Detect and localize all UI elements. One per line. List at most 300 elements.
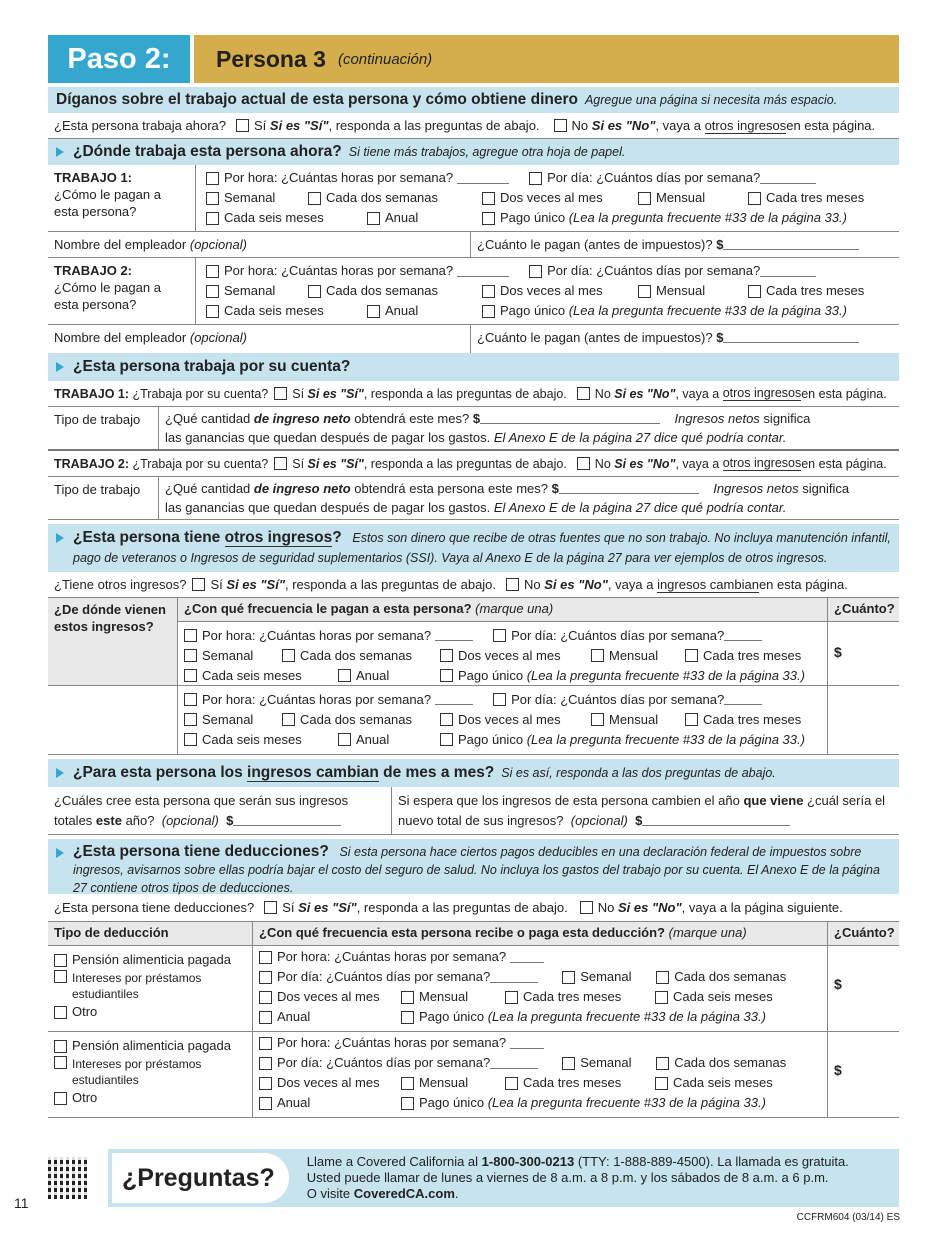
- change-note: Si es así, responda a las dos preguntas de abajo.: [501, 766, 776, 780]
- hourly-label: Por hora: ¿Cuántas horas por semana?: [202, 691, 432, 707]
- net-q-c: obtendrá esta persona este mes?: [350, 481, 548, 496]
- once-label: Pago único: [458, 667, 524, 683]
- other-yes-checkbox[interactable]: [192, 578, 205, 591]
- annual-checkbox[interactable]: [259, 1097, 272, 1110]
- job-2-pay-field[interactable]: [723, 332, 859, 343]
- job-2-row: [48, 258, 899, 325]
- semiannual-checkbox[interactable]: [184, 733, 197, 746]
- other-title-a: ¿Esta persona tiene: [73, 529, 225, 546]
- monthly-label: Mensual: [419, 1075, 469, 1090]
- weekly-checkbox[interactable]: [562, 1057, 575, 1070]
- other-deduction-checkbox[interactable]: [54, 1092, 67, 1105]
- contact-hours: Usted puede llamar de lunes a viernes de 8 a.m. a 8 p.m. y los sábados de 8 a.m. a 6 p.m.: [306, 1170, 829, 1185]
- yes-note: Si es "Sí": [307, 386, 364, 401]
- one-time-checkbox[interactable]: [401, 1011, 414, 1024]
- change-q2b: que viene: [743, 793, 804, 808]
- change-title-a: ¿Para esta persona los: [73, 764, 248, 781]
- where-note: Si tiene más trabajos, agregue otra hoja de papel.: [348, 145, 626, 159]
- hourly-checkbox[interactable]: [184, 629, 197, 642]
- weekly-label: Semanal: [202, 711, 254, 727]
- deductions-table-header: [48, 922, 899, 946]
- self-job-1-net-field[interactable]: [480, 413, 660, 424]
- twice-label: Dos veces al mes: [277, 989, 380, 1004]
- ded-no-checkbox[interactable]: [580, 901, 593, 914]
- student-loan-label: Intereses por préstamos estudiantiles: [72, 1057, 202, 1087]
- ded-type-col-header: Tipo de deducción: [48, 922, 253, 945]
- job-type-label: Tipo de trabajo: [54, 412, 141, 427]
- income-changes-link[interactable]: ingresos cambian: [657, 576, 759, 592]
- no-label: No: [594, 456, 611, 471]
- other-income-link[interactable]: otros ingresos: [722, 456, 802, 470]
- self-job-1-details: [48, 407, 899, 451]
- six-label: Cada seis meses: [673, 989, 773, 1004]
- hours-field[interactable]: [435, 630, 473, 641]
- quarterly-checkbox[interactable]: [685, 649, 698, 662]
- no-note: Si es "No": [617, 900, 682, 915]
- annual-label: Anual: [356, 667, 390, 683]
- yes-rest: , responda a las preguntas de abajo.: [363, 456, 567, 471]
- other-income-row-2: [48, 686, 899, 755]
- hourly-checkbox[interactable]: [206, 265, 219, 278]
- semiannual-checkbox[interactable]: [206, 305, 219, 318]
- once-note: (Lea la pregunta frecuente #33 de la página 33.): [526, 667, 805, 683]
- change-q1a: ¿Cuáles cree esta persona que serán sus ingresos totales: [54, 793, 349, 828]
- triangle-icon: [56, 362, 64, 372]
- optional-label: (opcional): [570, 813, 628, 828]
- ded-q-label: ¿Esta persona tiene deducciones?: [54, 900, 255, 915]
- once-label: Pago único: [458, 731, 524, 747]
- yes-note: Si es "Sí": [269, 118, 329, 133]
- website-link[interactable]: CoveredCA.com: [353, 1186, 455, 1201]
- other-title-link: otros ingresos: [224, 529, 333, 546]
- twice-monthly-checkbox[interactable]: [482, 285, 495, 298]
- triangle-icon: [56, 768, 64, 778]
- job-1-employer-row: [48, 232, 899, 258]
- annual-label: Anual: [385, 303, 419, 318]
- other-note: Estos son dinero que recibe de otras fuentes que no son trabajo. No incluya manutención infantil, pago de veteranos o Ingresos de seguridad suplementarios (SSI). Vaya al Anexo E de la página 27 para ver ejemplos de otros ingresos.: [73, 531, 891, 565]
- ded-hourly-label: Por hora: ¿Cuántas horas por semana?: [277, 949, 507, 964]
- alimony-checkbox[interactable]: [54, 954, 67, 967]
- yes-label: Sí: [210, 577, 223, 592]
- deductions-header: [48, 839, 899, 894]
- step-label: Paso 2:: [48, 35, 194, 83]
- monthly-checkbox[interactable]: [638, 285, 651, 298]
- contact-l3a: O visite: [306, 1186, 354, 1201]
- twice-monthly-checkbox[interactable]: [259, 991, 272, 1004]
- weekly-checkbox[interactable]: [562, 971, 575, 984]
- self-job-1-label: TRABAJO 1:: [54, 386, 130, 401]
- one-time-checkbox[interactable]: [440, 733, 453, 746]
- annual-checkbox[interactable]: [367, 305, 380, 318]
- quarterly-checkbox[interactable]: [748, 285, 761, 298]
- annual-checkbox[interactable]: [367, 212, 380, 225]
- job-1-label: TRABAJO 1:: [54, 170, 133, 185]
- contact-l3b: .: [454, 1186, 459, 1201]
- biweekly-label: Cada dos semanas: [300, 647, 413, 663]
- yes-rest: , responda a las preguntas de abajo.: [284, 577, 497, 592]
- net-q-a: ¿Qué cantidad: [165, 411, 254, 426]
- quarterly-checkbox[interactable]: [685, 713, 698, 726]
- days-field[interactable]: [490, 972, 538, 983]
- annual-checkbox[interactable]: [338, 669, 351, 682]
- once-note: (Lea la pregunta frecuente #33 de la página 33.): [526, 731, 805, 747]
- has-deductions-question: [48, 894, 899, 922]
- other-no-checkbox[interactable]: [506, 578, 519, 591]
- deduction-2-types: [48, 1032, 253, 1117]
- six-label: Cada seis meses: [202, 667, 302, 683]
- twice-label: Dos veces al mes: [277, 1075, 380, 1090]
- daily-label: Por día: ¿Cuántos días por semana?: [511, 691, 725, 707]
- yes-rest: , responda a las preguntas de abajo.: [328, 118, 540, 133]
- no-note: Si es "No": [614, 456, 676, 471]
- weekly-label: Semanal: [580, 1055, 632, 1070]
- quarterly-checkbox[interactable]: [748, 192, 761, 205]
- no-rest-end: en esta página.: [801, 386, 887, 401]
- income-changes-row: [48, 787, 899, 835]
- biweekly-label: Cada dos semanas: [674, 1055, 787, 1070]
- six-label: Cada seis meses: [673, 1075, 773, 1090]
- job-1-frequency-options: [195, 165, 899, 231]
- no-rest: , vaya a: [655, 118, 701, 133]
- student-loan-checkbox[interactable]: [54, 1056, 67, 1069]
- biweekly-checkbox[interactable]: [282, 649, 295, 662]
- one-time-checkbox[interactable]: [440, 669, 453, 682]
- self-job-2-label: TRABAJO 2:: [54, 456, 130, 471]
- monthly-label: Mensual: [656, 190, 706, 205]
- job-1-pay-field[interactable]: [723, 239, 859, 250]
- questions-title: ¿Preguntas?: [108, 1149, 293, 1207]
- triangle-icon: [56, 147, 64, 157]
- no-rest-end: en esta página.: [758, 577, 848, 592]
- job-2-question: ¿Cómo le pagan a esta persona?: [54, 280, 161, 312]
- self-job-2-yes-checkbox[interactable]: [274, 457, 287, 470]
- self-q-label: ¿Trabaja por su cuenta?: [132, 386, 269, 401]
- ded-freq-col-note: (marque una): [668, 925, 747, 940]
- annual-label: Anual: [277, 1009, 311, 1024]
- self-job-2-details: [48, 477, 899, 520]
- other-income-link[interactable]: otros ingresos: [722, 386, 802, 400]
- quarterly-checkbox[interactable]: [505, 1077, 518, 1090]
- net-note: El Anexo E de la página 27 dice qué podría contar.: [493, 500, 787, 515]
- monthly-label: Mensual: [609, 647, 659, 663]
- biweekly-label: Cada dos semanas: [300, 711, 413, 727]
- six-label: Cada seis meses: [224, 210, 324, 225]
- self-employed-header: [48, 353, 899, 381]
- student-loan-checkbox[interactable]: [54, 970, 67, 983]
- self-job-1-no-checkbox[interactable]: [577, 387, 590, 400]
- twice-label: Dos veces al mes: [458, 711, 561, 727]
- next-year-total-field[interactable]: [642, 815, 790, 826]
- ded-yes-checkbox[interactable]: [264, 901, 277, 914]
- once-label: Pago único: [419, 1095, 485, 1110]
- daily-checkbox[interactable]: [529, 172, 542, 185]
- yes-note: Si es "Sí": [226, 577, 285, 592]
- twice-label: Dos veces al mes: [500, 190, 603, 205]
- change-title-b: de mes a mes?: [378, 764, 495, 781]
- footer: [48, 1148, 899, 1208]
- works-now-no-checkbox[interactable]: [554, 119, 567, 132]
- other-income-header: [48, 524, 899, 572]
- annual-label: Anual: [356, 731, 390, 747]
- other-deduction-label: Otro: [72, 1090, 98, 1105]
- self-job-1-yes-checkbox[interactable]: [274, 387, 287, 400]
- other-q-label: ¿Tiene otros ingresos?: [54, 577, 187, 592]
- semiannual-checkbox[interactable]: [655, 1077, 668, 1090]
- yes-label: Sí: [254, 118, 267, 133]
- self-job-2-question: [48, 451, 899, 477]
- ded-no-rest: , vaya a la página siguiente.: [681, 900, 843, 915]
- semiannual-checkbox[interactable]: [184, 669, 197, 682]
- monthly-checkbox[interactable]: [401, 1077, 414, 1090]
- one-time-checkbox[interactable]: [401, 1097, 414, 1110]
- pay-label: ¿Cuánto le pagan (antes de impuestos)?: [477, 237, 713, 252]
- job-2-frequency-options: [195, 258, 899, 324]
- change-q2a: Si espera que los ingresos de esta persona cambien el año: [398, 793, 744, 808]
- netdef-b: significa: [798, 481, 850, 496]
- three-label: Cada tres meses: [523, 989, 622, 1004]
- hours-field[interactable]: [510, 1038, 544, 1049]
- contact-l1b: (TTY: 1-888-889-4500). La llamada es gratuita.: [574, 1154, 849, 1169]
- biweekly-checkbox[interactable]: [282, 713, 295, 726]
- weekly-checkbox[interactable]: [184, 649, 197, 662]
- yes-label: Sí: [292, 386, 305, 401]
- biweekly-checkbox[interactable]: [308, 285, 321, 298]
- hours-field[interactable]: [457, 173, 509, 184]
- semiannual-checkbox[interactable]: [206, 212, 219, 225]
- triangle-icon: [56, 533, 64, 543]
- phone-number[interactable]: 1-800-300-0213: [481, 1154, 575, 1169]
- net-q-a: ¿Qué cantidad: [165, 481, 254, 496]
- weekly-checkbox[interactable]: [184, 713, 197, 726]
- three-label: Cada tres meses: [703, 647, 802, 663]
- no-note: Si es "No": [614, 386, 676, 401]
- deduction-1-amount[interactable]: $: [834, 976, 842, 992]
- daily-checkbox[interactable]: [529, 265, 542, 278]
- other-income-2-amount[interactable]: [828, 686, 899, 754]
- ded-title: ¿Esta persona tiene deducciones?: [73, 843, 329, 860]
- dollar-sign: $: [716, 330, 724, 345]
- dollar-sign: $: [716, 237, 724, 252]
- questions-box: [108, 1149, 899, 1207]
- hourly-checkbox[interactable]: [259, 951, 272, 964]
- annual-checkbox[interactable]: [338, 733, 351, 746]
- optional-label: (opcional): [189, 237, 247, 252]
- three-label: Cada tres meses: [766, 190, 865, 205]
- daily-checkbox[interactable]: [259, 1057, 272, 1070]
- six-label: Cada seis meses: [202, 731, 302, 747]
- person-name: Persona 3: [216, 45, 326, 72]
- form-code: CCFRM604 (03/14) ES: [796, 1212, 900, 1223]
- daily-label: Por día: ¿Cuántos días por semana?: [511, 627, 725, 643]
- change-title-link: ingresos cambian: [247, 764, 379, 781]
- deduction-2-frequency: [253, 1032, 828, 1117]
- job-1-question: ¿Cómo le pagan a esta persona?: [54, 187, 161, 219]
- this-year-total-field[interactable]: [233, 815, 341, 826]
- job-2-label: TRABAJO 2:: [54, 263, 133, 278]
- self-job-2-no-checkbox[interactable]: [577, 457, 590, 470]
- monthly-label: Mensual: [656, 283, 706, 298]
- deduction-1-types: [48, 946, 253, 1031]
- twice-monthly-checkbox[interactable]: [440, 649, 453, 662]
- employer-label: Nombre del empleador: [54, 330, 187, 345]
- pay-label: ¿Cuánto le pagan (antes de impuestos)?: [477, 330, 713, 345]
- triangle-icon: [56, 848, 64, 858]
- biweekly-checkbox[interactable]: [656, 971, 669, 984]
- no-rest-end: en esta página.: [786, 118, 876, 133]
- net-q-b: de ingreso neto: [253, 411, 351, 426]
- once-note: (Lea la pregunta frecuente #33 de la página 33.): [568, 210, 847, 225]
- monthly-checkbox[interactable]: [591, 713, 604, 726]
- one-time-checkbox[interactable]: [482, 305, 495, 318]
- weekly-label: Semanal: [580, 969, 632, 984]
- no-rest: , vaya a: [675, 386, 720, 401]
- monthly-checkbox[interactable]: [638, 192, 651, 205]
- yes-note: Si es "Sí": [298, 900, 357, 915]
- netdef-b: significa: [759, 411, 811, 426]
- yes-rest: , responda a las preguntas de abajo.: [363, 386, 567, 401]
- daily-label: Por día: ¿Cuántos días por semana?: [547, 263, 761, 278]
- annual-checkbox[interactable]: [259, 1011, 272, 1024]
- once-label: Pago único: [419, 1009, 485, 1024]
- net-q-c: obtendrá este mes?: [350, 411, 470, 426]
- monthly-checkbox[interactable]: [591, 649, 604, 662]
- daily-checkbox[interactable]: [259, 971, 272, 984]
- self-q-label: ¿Trabaja por su cuenta?: [132, 456, 269, 471]
- twice-label: Dos veces al mes: [458, 647, 561, 663]
- days-field[interactable]: [490, 1058, 538, 1069]
- biweekly-checkbox[interactable]: [656, 1057, 669, 1070]
- no-label: No: [524, 577, 541, 592]
- hourly-checkbox[interactable]: [259, 1037, 272, 1050]
- twice-monthly-checkbox[interactable]: [259, 1077, 272, 1090]
- self-job-1-question: [48, 381, 899, 407]
- works-now-label: ¿Esta persona trabaja ahora?: [54, 118, 226, 133]
- alimony-checkbox[interactable]: [54, 1040, 67, 1053]
- job-2-employer-row: [48, 325, 899, 353]
- once-note: (Lea la pregunta frecuente #33 de la página 33.): [487, 1095, 766, 1110]
- hourly-label: Por hora: ¿Cuántas horas por semana?: [224, 263, 454, 278]
- weekly-checkbox[interactable]: [206, 192, 219, 205]
- no-rest-end: en esta página.: [801, 456, 887, 471]
- quarterly-checkbox[interactable]: [505, 991, 518, 1004]
- days-field[interactable]: [760, 266, 816, 277]
- change-q2c: ¿cuál sería el nuevo total de sus ingresos?: [398, 793, 886, 828]
- works-now-question: [48, 113, 899, 139]
- weekly-checkbox[interactable]: [206, 285, 219, 298]
- dollar-sign: $: [472, 411, 481, 426]
- self-job-2-net-field[interactable]: [559, 483, 699, 494]
- ded-daily-label: Por día: ¿Cuántos días por semana?: [277, 1055, 491, 1070]
- other-income-link[interactable]: otros ingresos: [704, 117, 787, 133]
- daily-checkbox[interactable]: [493, 693, 506, 706]
- ded-daily-label: Por día: ¿Cuántos días por semana?: [277, 969, 491, 984]
- student-loan-label: Intereses por préstamos estudiantiles: [72, 971, 202, 1001]
- other-income-table: [48, 598, 899, 686]
- has-other-income-question: [48, 572, 899, 598]
- other-income-2-source[interactable]: [48, 686, 178, 754]
- monthly-checkbox[interactable]: [401, 991, 414, 1004]
- weekly-label: Semanal: [224, 283, 276, 298]
- hourly-checkbox[interactable]: [184, 693, 197, 706]
- monthly-label: Mensual: [609, 711, 659, 727]
- other-income-1-amount[interactable]: $: [834, 644, 842, 660]
- days-field[interactable]: [724, 694, 762, 705]
- netdef-a: Ingresos netos: [674, 411, 760, 426]
- biweekly-label: Cada dos semanas: [326, 190, 439, 205]
- yes-label: Sí: [282, 900, 295, 915]
- semiannual-checkbox[interactable]: [655, 991, 668, 1004]
- netdef-a: Ingresos netos: [713, 481, 799, 496]
- no-label: No: [594, 386, 611, 401]
- hours-field[interactable]: [510, 952, 544, 963]
- hourly-label: Por hora: ¿Cuántas horas por semana?: [202, 627, 432, 643]
- twice-label: Dos veces al mes: [500, 283, 603, 298]
- contact-l1a: Llame a Covered California al: [306, 1154, 482, 1169]
- twice-monthly-checkbox[interactable]: [440, 713, 453, 726]
- net-line2: las ganancias que quedan después de pagar los gastos.: [165, 500, 491, 515]
- ded-amount-col-header: ¿Cuánto?: [834, 925, 895, 940]
- other-income-2-options: [178, 686, 828, 754]
- net-q-b: de ingreso neto: [253, 481, 351, 496]
- optional-label: (opcional): [161, 813, 219, 828]
- twice-monthly-checkbox[interactable]: [482, 192, 495, 205]
- daily-checkbox[interactable]: [493, 629, 506, 642]
- change-q1c: año?: [121, 813, 155, 828]
- dollar-sign: $: [551, 481, 559, 496]
- daily-label: Por día: ¿Cuántos días por semana?: [547, 170, 761, 185]
- deduction-row-2: [48, 1032, 899, 1118]
- work-note: Agregue una página si necesita más espacio.: [584, 93, 838, 107]
- once-label: Pago único: [500, 210, 566, 225]
- dollar-sign: $: [226, 813, 234, 828]
- freq-col-note: (marque una): [475, 601, 554, 616]
- work-section-header: [48, 87, 899, 113]
- other-deduction-checkbox[interactable]: [54, 1006, 67, 1019]
- biweekly-checkbox[interactable]: [308, 192, 321, 205]
- continuation-label: (continuación): [337, 50, 433, 68]
- works-now-yes-checkbox[interactable]: [236, 119, 249, 132]
- other-income-1-options: [178, 622, 828, 685]
- job-type-label: Tipo de trabajo: [54, 482, 141, 497]
- deduction-1-frequency: [253, 946, 828, 1031]
- biweekly-label: Cada dos semanas: [674, 969, 787, 984]
- hourly-checkbox[interactable]: [206, 172, 219, 185]
- hours-field[interactable]: [435, 694, 473, 705]
- ded-hourly-label: Por hora: ¿Cuántas horas por semana?: [277, 1035, 507, 1050]
- annual-label: Anual: [385, 210, 419, 225]
- deduction-2-amount[interactable]: $: [834, 1062, 842, 1078]
- no-label: No: [571, 118, 589, 133]
- no-rest: , vaya a: [607, 577, 654, 592]
- page-number: 11: [14, 1195, 29, 1211]
- days-field[interactable]: [724, 630, 762, 641]
- dollar-sign: $: [635, 813, 643, 828]
- other-title-b: ?: [332, 529, 342, 546]
- deduction-row-1: [48, 946, 899, 1032]
- hours-field[interactable]: [457, 266, 509, 277]
- days-field[interactable]: [760, 173, 816, 184]
- other-deduction-label: Otro: [72, 1004, 98, 1019]
- income-changes-header: [48, 759, 899, 787]
- qr-code-icon: [48, 1157, 90, 1199]
- no-label: No: [597, 900, 615, 915]
- change-q1b: este: [95, 813, 122, 828]
- yes-note: Si es "Sí": [307, 456, 364, 471]
- weekly-label: Semanal: [224, 190, 276, 205]
- one-time-checkbox[interactable]: [482, 212, 495, 225]
- optional-label: (opcional): [189, 330, 247, 345]
- job-1-row: [48, 165, 899, 232]
